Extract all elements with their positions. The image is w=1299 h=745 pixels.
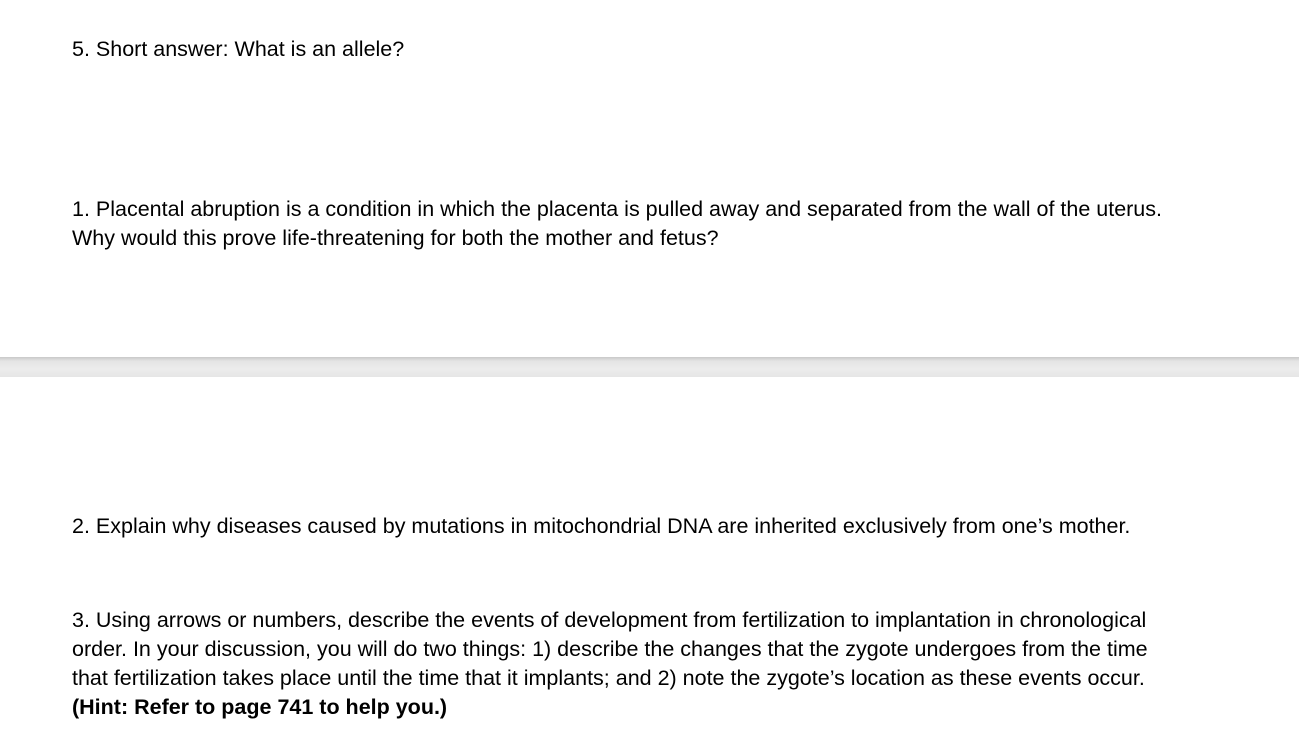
document-page-2 [0,377,1299,745]
question-2-text: 2. Explain why diseases caused by mutations in mitochondrial DNA are inherited exclusively from one’s mother. [72,514,1131,538]
question-3-paragraph [72,606,1182,722]
document-page-1 [0,0,1299,357]
question-3-text: 3. Using arrows or numbers, describe the events of development from fertilization to implantation in chronological order. In your discussion, you will do two things: 1) describe the changes that the zygote undergoes from the time that fertilization takes place until the time that it implants; and 2) note the zygote’s location as these events occur. [72,608,1148,690]
page-separator [0,357,1299,377]
question-1-text: 1. Placental abruption is a condition in which the placenta is pulled away and separated from the wall of the uterus. Why would this prove life-threatening for both the mother and fetus? [72,197,1162,250]
question-5-text: 5. Short answer: What is an allele? [72,37,405,61]
question-3-hint: (Hint: Refer to page 741 to help you.) [72,695,448,719]
